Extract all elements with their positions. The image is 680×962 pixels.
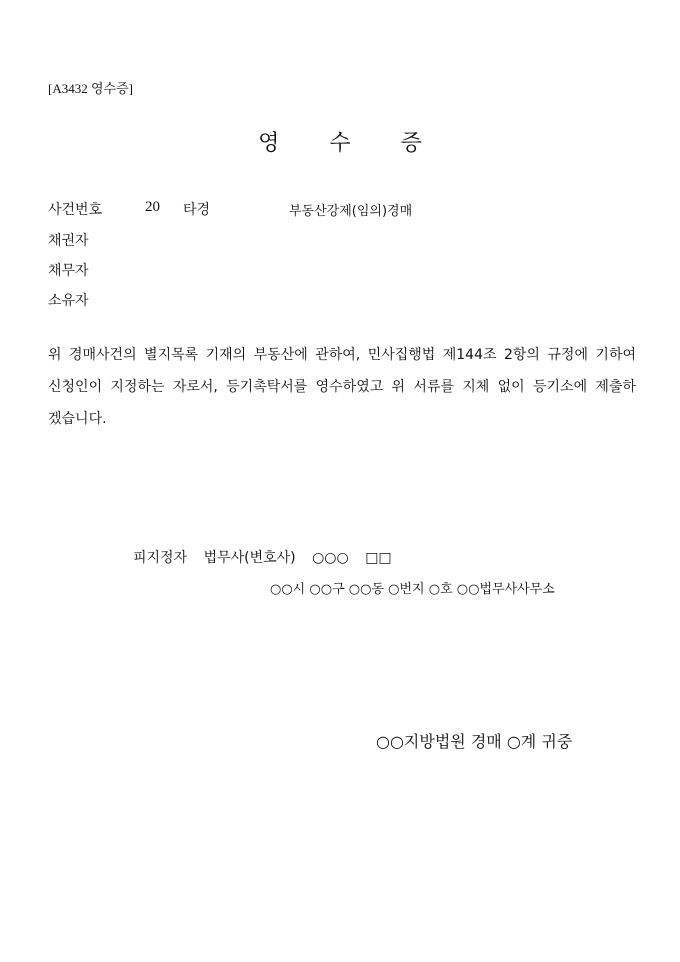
page-title: 영수증 (258, 131, 472, 156)
signer-seal: □□ (365, 550, 392, 566)
recipient: ○○지방법원 경매 ○계 귀중 (376, 732, 573, 751)
signer-line (133, 547, 404, 567)
case-kind: 부동산강제(임의)경매 (289, 204, 413, 219)
debtor-label: 채무자 (48, 263, 89, 279)
case-type: 타경 (183, 202, 211, 218)
signer-role: 피지정자 (133, 550, 188, 566)
signer-address: ○○시 ○○구 ○○동 ○번지 ○호 ○○법무사사무소 (270, 582, 555, 597)
case-number-label: 사건번호 (48, 202, 103, 218)
owner-label: 소유자 (48, 293, 89, 309)
creditor-label: 채권자 (48, 233, 89, 249)
signer-title: 법무사(변호사) (203, 550, 296, 566)
form-code: [A3432 영수증] (48, 81, 133, 96)
case-year: 20 (145, 199, 160, 215)
signer-name: ○○○ (312, 550, 349, 566)
body-paragraph: 위 경매사건의 별지목록 기재의 부동산에 관하여, 민사집행법 제144조 2항의 규정에 기하여 신청인이 지정하는 자로서, 등기촉탁서를 영수하였고 위 서류를 지체 없이 등기소에 제출하겠습니다. (48, 347, 636, 427)
